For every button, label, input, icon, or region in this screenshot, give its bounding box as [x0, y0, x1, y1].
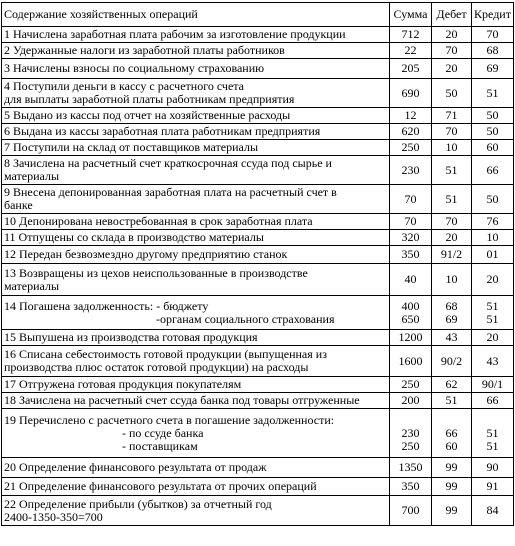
amount-value: 650 — [401, 311, 420, 326]
amount-cell — [390, 79, 432, 108]
credit-cell — [472, 458, 514, 478]
amount-cell — [390, 409, 432, 458]
amount-value: 230 — [401, 162, 420, 177]
operation-text: 22 Определение прибыли (убытков) за отчетный год — [4, 496, 272, 511]
credit-value: 68 — [486, 43, 499, 57]
debit-value: 66 — [445, 425, 458, 440]
operation-text: - по ссуде банка — [122, 425, 204, 440]
credit-value: 69 — [486, 61, 499, 75]
credit-value: 43 — [486, 353, 499, 368]
amount-cell — [390, 458, 432, 478]
debit-value: 51 — [445, 191, 458, 206]
operation-cell — [2, 59, 390, 79]
operation-text: 8 Зачислена на расчетный счет краткосрочная ссуда под сырье и — [4, 156, 332, 170]
credit-cell — [472, 214, 514, 230]
debit-value: 70 — [445, 43, 458, 57]
debit-value: 70 — [445, 214, 458, 228]
operation-text: 5 Выдано из кассы под отчет на хозяйственные расходы — [4, 108, 291, 122]
amount-value: 250 — [401, 140, 420, 154]
table-row — [2, 377, 514, 393]
amount-value: 400 — [401, 298, 420, 313]
credit-value: 70 — [486, 27, 499, 41]
operation-text: - поставщикам — [122, 438, 198, 453]
credit-value: 50 — [486, 108, 499, 122]
amount-value: 690 — [401, 85, 420, 100]
operation-text: 14 Погашена задолженность: - бюджету — [4, 298, 209, 313]
operation-text: 20 Определение финансового результата от продаж — [4, 460, 267, 474]
table-row — [2, 156, 514, 185]
debit-value: 51 — [445, 393, 458, 407]
amount-cell — [390, 296, 432, 330]
credit-cell — [472, 43, 514, 59]
operations-table — [1, 2, 514, 526]
amount-cell — [390, 59, 432, 79]
header-credit: Кредит — [472, 3, 514, 27]
amount-value: 12 — [404, 108, 417, 122]
table-row — [2, 79, 514, 108]
credit-value: 10 — [486, 230, 499, 244]
operation-text: 3 Начислены взносы по социальному страхованию — [4, 61, 265, 75]
credit-cell — [472, 140, 514, 156]
amount-cell — [390, 214, 432, 230]
amount-cell — [390, 330, 432, 346]
credit-cell — [472, 124, 514, 140]
amount-cell — [390, 496, 432, 526]
operation-cell — [2, 108, 390, 124]
amount-cell — [390, 140, 432, 156]
operation-text: 19 Перечислено с расчетного счета в погашение задолженности: — [4, 412, 335, 427]
amount-cell — [390, 108, 432, 124]
table-row — [2, 478, 514, 496]
operation-text: 12 Передан безвозмездно другому предприятию станок — [4, 247, 288, 261]
debit-value: 43 — [445, 330, 458, 344]
operation-cell — [2, 27, 390, 43]
debit-value: 99 — [445, 479, 458, 493]
credit-value: 90 — [486, 460, 499, 474]
header-operation: Содержание хозяйственных операций — [2, 3, 390, 27]
operation-cell — [2, 478, 390, 496]
debit-value: 60 — [445, 438, 458, 453]
amount-cell — [390, 185, 432, 214]
credit-value: 01 — [486, 247, 499, 261]
debit-cell — [432, 230, 472, 246]
debit-value: 69 — [445, 311, 458, 326]
amount-value: 620 — [401, 124, 420, 138]
credit-cell — [472, 478, 514, 496]
debit-value: 99 — [445, 503, 458, 517]
header-debit: Дебет — [432, 3, 472, 27]
amount-value: 1350 — [398, 460, 423, 474]
credit-value: 91 — [486, 479, 499, 493]
debit-cell — [432, 27, 472, 43]
amount-value: 250 — [401, 377, 420, 391]
credit-cell — [472, 79, 514, 108]
debit-cell — [432, 330, 472, 346]
credit-cell — [472, 393, 514, 409]
credit-cell — [472, 230, 514, 246]
debit-value: 10 — [445, 140, 458, 154]
operation-cell — [2, 330, 390, 346]
amount-value: 250 — [401, 438, 420, 453]
credit-cell — [472, 296, 514, 330]
operation-cell — [2, 156, 390, 185]
amount-cell — [390, 27, 432, 43]
debit-cell — [432, 409, 472, 458]
debit-value: 20 — [445, 61, 458, 75]
amount-cell — [390, 124, 432, 140]
operation-text: 16 Списана себестоимость готовой продукции (выпущенная из — [4, 347, 327, 361]
credit-value: 51 — [486, 311, 499, 326]
operation-cell — [2, 264, 390, 296]
table-row — [2, 496, 514, 526]
credit-value: 66 — [486, 162, 499, 177]
credit-value: 84 — [486, 503, 499, 517]
table-row — [2, 409, 514, 458]
credit-cell — [472, 27, 514, 43]
operations-body — [2, 27, 514, 526]
credit-value: 20 — [486, 330, 499, 344]
operation-text: 15 Выпушена из производства готовая продукция — [4, 330, 258, 344]
debit-cell — [432, 246, 472, 264]
operation-text: 11 Отпущены со склада в производство материалы — [4, 230, 264, 244]
table-row — [2, 185, 514, 214]
debit-value: 62 — [445, 377, 458, 391]
operation-text: для выплаты заработной платы работникам предприятия — [4, 92, 295, 106]
amount-cell — [390, 246, 432, 264]
amount-value: 712 — [401, 27, 420, 41]
amount-cell — [390, 230, 432, 246]
credit-cell — [472, 496, 514, 526]
operation-cell — [2, 185, 390, 214]
credit-cell — [472, 185, 514, 214]
debit-cell — [432, 59, 472, 79]
amount-value: 320 — [401, 230, 420, 244]
debit-value: 90/2 — [440, 353, 463, 368]
table-row — [2, 393, 514, 409]
credit-cell — [472, 377, 514, 393]
table-row — [2, 59, 514, 79]
credit-cell — [472, 59, 514, 79]
credit-value: 51 — [486, 425, 499, 440]
amount-cell — [390, 264, 432, 296]
amount-value: 70 — [404, 214, 417, 228]
debit-cell — [432, 156, 472, 185]
debit-cell — [432, 264, 472, 296]
operation-text: 2400-1350-350=700 — [4, 509, 103, 524]
amount-value: 205 — [401, 61, 420, 75]
debit-value: 68 — [445, 298, 458, 313]
amount-value: 700 — [401, 503, 420, 517]
table-row — [2, 140, 514, 156]
credit-value: 90/1 — [481, 377, 504, 391]
credit-value: 50 — [486, 191, 499, 206]
amount-value: 200 — [401, 393, 420, 407]
debit-value: 51 — [445, 162, 458, 177]
operation-text: 9 Внесена депонированная заработная плата на расчетный счет в — [4, 185, 337, 199]
header-amount: Сумма — [390, 3, 432, 27]
operation-text: 21 Определение финансового результата от прочих операций — [4, 479, 317, 493]
operation-cell — [2, 230, 390, 246]
debit-value: 10 — [445, 272, 458, 286]
table-row — [2, 330, 514, 346]
credit-value: 66 — [486, 393, 499, 407]
debit-value: 99 — [445, 460, 458, 474]
operation-cell — [2, 214, 390, 230]
table-row — [2, 346, 514, 377]
credit-cell — [472, 246, 514, 264]
debit-cell — [432, 458, 472, 478]
table-row — [2, 296, 514, 330]
amount-cell — [390, 377, 432, 393]
credit-value: 51 — [486, 85, 499, 100]
operation-cell — [2, 409, 390, 458]
credit-value: 76 — [486, 214, 499, 228]
operation-cell — [2, 393, 390, 409]
operation-cell — [2, 458, 390, 478]
credit-value: 50 — [486, 124, 499, 138]
operation-cell — [2, 496, 390, 526]
debit-cell — [432, 185, 472, 214]
amount-value: 350 — [401, 479, 420, 493]
amount-value: 1600 — [398, 353, 423, 368]
debit-value: 70 — [445, 124, 458, 138]
operation-cell — [2, 346, 390, 377]
amount-cell — [390, 478, 432, 496]
table-row — [2, 124, 514, 140]
debit-value: 20 — [445, 27, 458, 41]
amount-value: 1200 — [398, 330, 423, 344]
credit-value: 51 — [486, 438, 499, 453]
credit-cell — [472, 330, 514, 346]
table-row — [2, 108, 514, 124]
table-row — [2, 43, 514, 59]
credit-cell — [472, 108, 514, 124]
table-row — [2, 27, 514, 43]
operation-text: 7 Поступили на склад от поставщиков материалы — [4, 140, 259, 154]
debit-value: 50 — [445, 85, 458, 100]
operation-text: 10 Депонирована невостребованная в срок заработная плата — [4, 214, 313, 228]
operation-cell — [2, 79, 390, 108]
table-row — [2, 246, 514, 264]
credit-cell — [472, 346, 514, 377]
operation-text: производства плюс остаток готовой продукции) на расходы — [4, 360, 309, 374]
debit-cell — [432, 496, 472, 526]
debit-cell — [432, 43, 472, 59]
operation-cell — [2, 140, 390, 156]
debit-cell — [432, 296, 472, 330]
debit-cell — [432, 124, 472, 140]
amount-value: 230 — [401, 425, 420, 440]
amount-value: 40 — [404, 272, 417, 286]
amount-cell — [390, 393, 432, 409]
amount-value: 350 — [401, 247, 420, 261]
header-row — [2, 3, 514, 27]
debit-cell — [432, 478, 472, 496]
credit-value: 51 — [486, 298, 499, 313]
credit-cell — [472, 409, 514, 458]
credit-cell — [472, 264, 514, 296]
amount-cell — [390, 346, 432, 377]
operation-text: 4 Поступили деньги в кассу с расчетного счета — [4, 79, 244, 93]
operation-cell — [2, 296, 390, 330]
table-row — [2, 214, 514, 230]
operation-text: 1 Начислена заработная плата рабочим за изготовление продукции — [4, 27, 346, 41]
credit-value: 60 — [486, 140, 499, 154]
operation-cell — [2, 377, 390, 393]
table-row — [2, 230, 514, 246]
operation-text: 2 Удержанные налоги из заработной платы работников — [4, 43, 285, 57]
amount-cell — [390, 156, 432, 185]
operation-text: 13 Возвращены из цехов неиспользованные в производстве — [4, 265, 308, 280]
debit-value: 91/2 — [440, 247, 463, 261]
debit-cell — [432, 214, 472, 230]
operation-cell — [2, 124, 390, 140]
amount-value: 70 — [404, 191, 417, 206]
table-row — [2, 264, 514, 296]
debit-value: 20 — [445, 230, 458, 244]
debit-cell — [432, 393, 472, 409]
operation-text: материалы — [4, 278, 60, 293]
operation-text: 18 Зачислена на расчетный счет ссуда банка под товары отгруженные — [4, 393, 360, 407]
operation-text: материалы — [4, 169, 60, 183]
operation-cell — [2, 246, 390, 264]
debit-cell — [432, 377, 472, 393]
debit-cell — [432, 79, 472, 108]
credit-value: 20 — [486, 272, 499, 286]
debit-cell — [432, 108, 472, 124]
debit-cell — [432, 140, 472, 156]
operation-cell — [2, 43, 390, 59]
credit-cell — [472, 156, 514, 185]
operation-text: 6 Выдана из кассы заработная плата работникам предприятия — [4, 124, 321, 138]
debit-value: 71 — [445, 108, 458, 122]
amount-cell — [390, 43, 432, 59]
debit-cell — [432, 346, 472, 377]
operation-text: 17 Отгружена готовая продукция покупателям — [4, 377, 242, 391]
operation-text: банке — [4, 198, 33, 212]
amount-value: 22 — [404, 43, 417, 57]
table-row — [2, 458, 514, 478]
operation-text: -органам социального страхования — [156, 311, 335, 326]
